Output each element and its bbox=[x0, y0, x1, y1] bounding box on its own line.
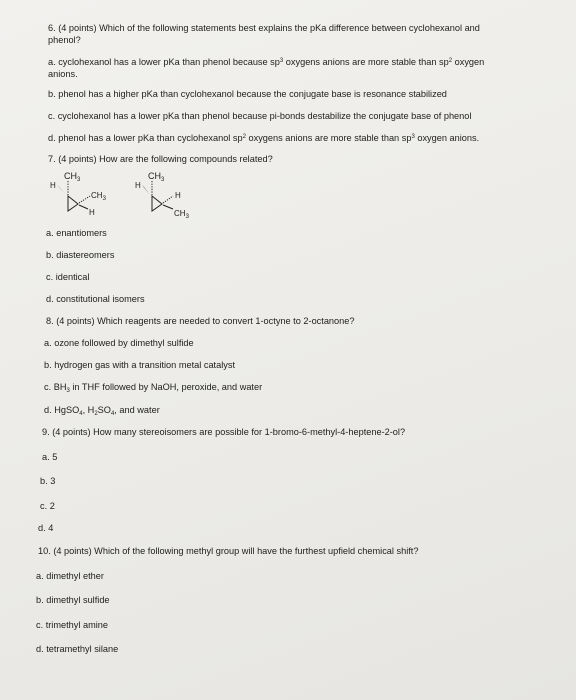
q9-option-b[interactable]: b. 3 bbox=[40, 476, 56, 486]
q6-d-text-2: oxygens anions are more stable than sp bbox=[245, 133, 412, 143]
q10-option-b[interactable]: b. dimethyl sulfide bbox=[36, 595, 110, 605]
q10-stem: 10. (4 points) Which of the following methyl group will have the furthest upfield chemical shift? bbox=[38, 546, 419, 556]
q8-c-sub: 3 bbox=[66, 388, 70, 394]
q8-stem: 8. (4 points) Which reagents are needed to convert 1-octyne to 2-octanone? bbox=[46, 316, 355, 326]
q8-d-text-2: , H bbox=[82, 405, 95, 415]
q8-d-sub-3: 4 bbox=[110, 411, 115, 417]
q8-d-sub-2: 2 bbox=[94, 411, 98, 417]
q8-option-a[interactable]: a. ozone followed by dimethyl sulfide bbox=[44, 338, 194, 348]
q6-option-b[interactable]: b. phenol has a higher pKa than cyclohexanol because the conjugate base is resonance stabilized bbox=[48, 89, 447, 99]
mol2-top-label: $CH_3$ bbox=[148, 171, 165, 183]
q6-d-text-3: oxygen anions. bbox=[414, 133, 480, 143]
mol2-left-h: H bbox=[135, 181, 141, 190]
q6-option-a[interactable] bbox=[48, 56, 498, 80]
q9-stem: 9. (4 points) How many stereoisomers are possible for 1-bromo-6-methyl-4-heptene-2-ol? bbox=[42, 427, 406, 437]
q6-a-text-2: oxygens anions are more stable than sp bbox=[283, 57, 449, 67]
q6-option-d[interactable] bbox=[48, 132, 479, 144]
q8-c-text-1: c. BH bbox=[44, 382, 67, 392]
q6-d-sup-2: 3 bbox=[411, 134, 415, 140]
q7-option-a[interactable]: a. enantiomers bbox=[46, 228, 107, 238]
q6-a-sup-1: 3 bbox=[279, 58, 284, 64]
mol1-bottom-h: H bbox=[89, 208, 95, 217]
molecule-1 bbox=[48, 168, 138, 220]
q10-option-d[interactable]: d. tetramethyl silane bbox=[36, 644, 119, 654]
q6-option-c[interactable]: c. cyclohexanol has a lower pKa than phenol because pi-bonds destabilize the conjugate base of phenol bbox=[48, 111, 472, 121]
q9-option-a[interactable]: a. 5 bbox=[42, 452, 58, 462]
q9-option-c[interactable]: c. 2 bbox=[40, 501, 55, 511]
mol1-left-h: H bbox=[50, 181, 56, 190]
mol2-bottom-ch3: $CH_3$ bbox=[174, 209, 189, 220]
mol1-right-ch3: $CH_3$ bbox=[91, 191, 106, 202]
q8-option-b[interactable]: b. hydrogen gas with a transition metal catalyst bbox=[44, 360, 235, 370]
q6-a-text-1: a. cyclohexanol has a lower pKa than phenol because sp bbox=[48, 57, 280, 67]
q6-a-sup-2: 2 bbox=[448, 58, 453, 64]
q6-d-text-1: d. phenol has a lower pKa than cyclohexanol sp bbox=[48, 133, 243, 143]
q10-option-c[interactable]: c. trimethyl amine bbox=[36, 620, 108, 630]
q7-stem: 7. (4 points) How are the following compounds related? bbox=[48, 154, 273, 164]
q10-option-a[interactable]: a. dimethyl ether bbox=[36, 571, 104, 581]
q6-stem: 6. (4 points) Which of the following statements best explains the pKa difference between cyclohexanol and phenol? bbox=[48, 23, 480, 45]
q7-option-c[interactable]: c. identical bbox=[46, 272, 90, 282]
mol1-top-label: $CH_3$ bbox=[64, 171, 81, 183]
q7-option-b[interactable]: b. diastereomers bbox=[46, 250, 115, 260]
q6-a-text-3: oxygen anions. bbox=[48, 57, 485, 79]
q8-c-text-2: in THF followed by NaOH, peroxide, and water bbox=[69, 382, 263, 392]
q6-d-sup-1: 2 bbox=[242, 134, 246, 140]
q9-option-d[interactable]: d. 4 bbox=[38, 523, 54, 533]
molecule-2 bbox=[133, 168, 228, 222]
q8-d-text-1: d. HgSO bbox=[44, 405, 80, 415]
q8-d-text-4: , and water bbox=[114, 405, 160, 415]
q8-d-sub-1: 4 bbox=[79, 411, 83, 417]
mol2-right-h: H bbox=[175, 191, 181, 200]
q7-option-d[interactable]: d. constitutional isomers bbox=[46, 294, 145, 304]
q8-option-d[interactable] bbox=[44, 404, 160, 416]
q8-option-c[interactable] bbox=[44, 381, 262, 393]
q8-d-text-3: SO bbox=[97, 405, 111, 415]
